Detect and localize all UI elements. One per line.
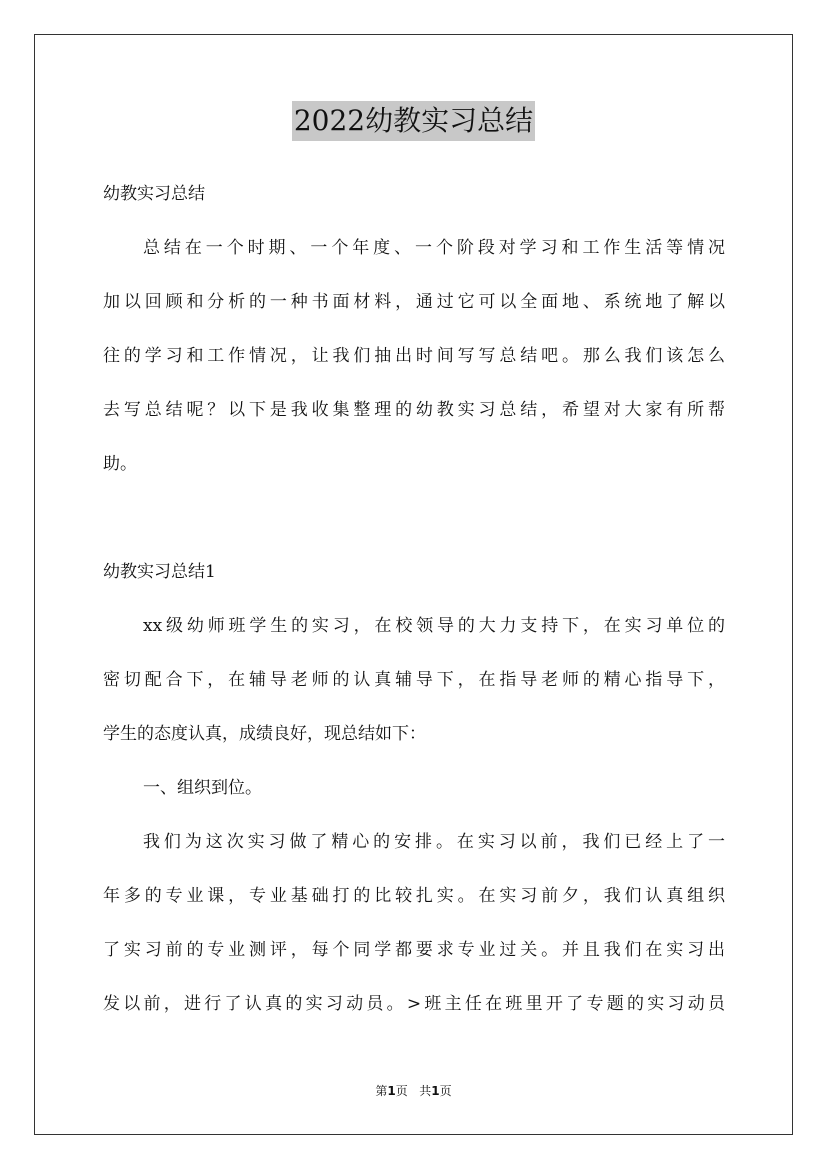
total-number: 1	[431, 1084, 440, 1098]
blank-line	[103, 496, 725, 550]
page-number: 1	[387, 1084, 396, 1098]
page-suffix: 页	[395, 1084, 408, 1098]
para1-line-1: xx级幼师班学生的实习，在校领导的大力支持下，在实习单位的	[143, 616, 725, 636]
total-prefix: 共	[419, 1084, 432, 1098]
para1-line-2: 密切配合下，在辅导老师的认真辅导下，在指导老师的精心指导下，	[103, 670, 725, 690]
para2-line-3: 了实习前的专业测评，每个同学都要求专业过关。并且我们在实习出	[103, 940, 725, 960]
total-suffix: 页	[439, 1084, 452, 1098]
page-footer	[0, 1082, 827, 1099]
document-title: 2022幼教实习总结	[292, 101, 535, 141]
para1-line-3: 学生的态度认真，成绩良好，现总结如下：	[103, 724, 426, 744]
intro-line-1: 总结在一个时期、一个年度、一个阶段对学习和工作生活等情况	[143, 238, 725, 258]
para2-line-2: 年多的专业课，专业基础打的比较扎实。在实习前夕，我们认真组织	[103, 886, 725, 906]
section-heading: 幼教实习总结1	[103, 562, 216, 582]
intro-line-3: 往的学习和工作情况，让我们抽出时间写写总结吧。那么我们该怎么	[103, 346, 725, 366]
item-heading: 一、组织到位。	[143, 778, 262, 798]
intro-line-4: 去写总结呢？以下是我收集整理的幼教实习总结，希望对大家有所帮	[103, 400, 725, 420]
document-body	[103, 172, 725, 1036]
page-prefix: 第	[375, 1084, 388, 1098]
para2-line-1: 我们为这次实习做了精心的安排。在实习以前，我们已经上了一	[143, 832, 725, 852]
title-container	[0, 101, 827, 141]
para2-line-4: 发以前，进行了认真的实习动员。>班主任在班里开了专题的实习动员	[103, 994, 725, 1014]
intro-line-2: 加以回顾和分析的一种书面材料，通过它可以全面地、系统地了解以	[103, 292, 725, 312]
subtitle: 幼教实习总结	[103, 184, 205, 204]
intro-line-5: 助。	[103, 454, 137, 474]
